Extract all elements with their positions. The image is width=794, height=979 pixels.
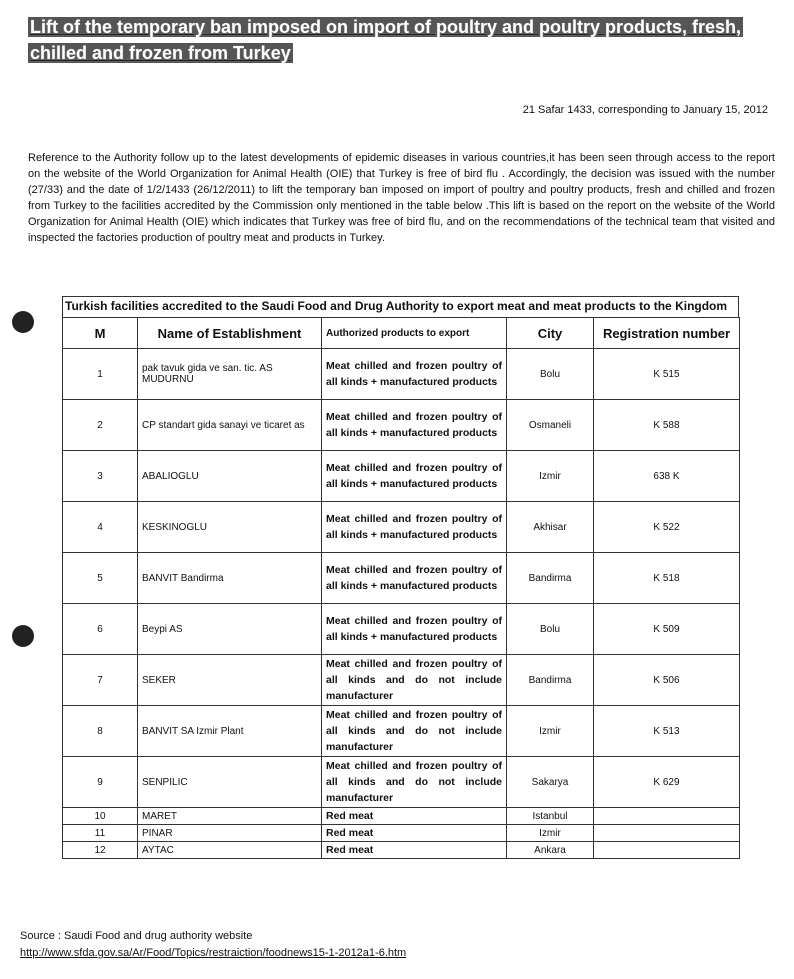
cell-products: Meat chilled and frozen poultry of all kinds and do not include manufacturer [322,757,507,808]
cell-name: SENPILIC [138,757,322,808]
cell-reg: K 515 [594,349,740,400]
punch-hole [12,311,34,333]
cell-m: 12 [63,842,138,859]
cell-products: Meat chilled and frozen poultry of all kinds + manufactured products [322,451,507,502]
cell-city: Bandirma [507,655,594,706]
table-row [63,842,740,859]
cell-reg: K 522 [594,502,740,553]
cell-products: Meat chilled and frozen poultry of all kinds and do not include manufacturer [322,655,507,706]
cell-m: 1 [63,349,138,400]
cell-m: 11 [63,825,138,842]
cell-m: 5 [63,553,138,604]
cell-city: Ankara [507,842,594,859]
header-products: Authorized products to export [322,318,507,349]
table-row [63,502,740,553]
cell-products: Meat chilled and frozen poultry of all kinds and do not include manufacturer [322,706,507,757]
table-caption: Turkish facilities accredited to the Saudi Food and Drug Authority to export meat and meat products to the Kingdom [62,296,739,317]
cell-name: CP standart gida sanayi ve ticaret as [138,400,322,451]
cell-products: Meat chilled and frozen poultry of all kinds + manufactured products [322,502,507,553]
cell-city: Bolu [507,349,594,400]
cell-m: 6 [63,604,138,655]
cell-products: Red meat [322,825,507,842]
cell-reg: K 509 [594,604,740,655]
cell-city: Bolu [507,604,594,655]
table-row [63,757,740,808]
cell-products: Meat chilled and frozen poultry of all kinds + manufactured products [322,604,507,655]
cell-name: BANVIT Bandirma [138,553,322,604]
table-row [63,604,740,655]
table-row [63,655,740,706]
table-row [63,349,740,400]
source-label: Source : Saudi Food and drug authority website [20,930,253,942]
cell-reg: 638 K [594,451,740,502]
cell-name: AYTAC [138,842,322,859]
cell-city: Izmir [507,825,594,842]
cell-name: pak tavuk gida ve san. tic. AS MUDURNU [138,349,322,400]
cell-name: SEKER [138,655,322,706]
header-reg: Registration number [594,318,740,349]
cell-reg [594,842,740,859]
source-note [20,928,406,962]
cell-city: Izmir [507,706,594,757]
intro-paragraph: Reference to the Authority follow up to the latest developments of epidemic diseases in various countries,it has been seen through access to the report on the website of the World Organization for Animal Health (OIE) that Turkey is free of bird flu . Accordingly, the decision was issued with the number (27/33) and the date of 1/2/1433 (26/12/2011) to lift the temporary ban imposed on import of poultry and poultry products, fresh and chilled and frozen from Turkey to the facilities accredited by the Commission only mentioned in the table below .This lift is based on the report on the website of the World Organization for Animal Health (OIE) which indicates that Turkey was free of bird flu, and on the recommendations of the technical team that visited and inspected the factories production of poultry meat and products in Turkey. [28,152,775,244]
cell-products: Meat chilled and frozen poultry of all kinds + manufactured products [322,400,507,451]
cell-reg: K 629 [594,757,740,808]
cell-m: 7 [63,655,138,706]
cell-products: Red meat [322,842,507,859]
cell-reg: K 518 [594,553,740,604]
cell-reg [594,808,740,825]
cell-products: Meat chilled and frozen poultry of all kinds + manufactured products [322,553,507,604]
cell-reg [594,825,740,842]
cell-reg: K 513 [594,706,740,757]
cell-city: Izmir [507,451,594,502]
cell-name: BANVIT SA Izmir Plant [138,706,322,757]
cell-city: Istanbul [507,808,594,825]
table-row [63,808,740,825]
cell-m: 10 [63,808,138,825]
cell-city: Sakarya [507,757,594,808]
source-link[interactable]: http://www.sfda.gov.sa/Ar/Food/Topics/restraiction/foodnews15-1-2012a1-6.htm [20,947,407,959]
header-m: M [63,318,138,349]
table-row [63,553,740,604]
page-title: Lift of the temporary ban imposed on import of poultry and poultry products, fresh, chilled and frozen from Turkey [30,17,742,63]
cell-name: Beypi AS [138,604,322,655]
header-name: Name of Establishment [138,318,322,349]
facilities-table [62,317,740,859]
cell-name: ABALIOGLU [138,451,322,502]
punch-hole [12,625,34,647]
cell-city: Bandirma [507,553,594,604]
cell-name: PINAR [138,825,322,842]
cell-m: 8 [63,706,138,757]
cell-m: 3 [63,451,138,502]
table-row [63,706,740,757]
table-header-row [63,318,740,349]
table-row [63,825,740,842]
cell-name: MARET [138,808,322,825]
cell-reg: K 506 [594,655,740,706]
cell-m: 4 [63,502,138,553]
cell-products: Meat chilled and frozen poultry of all kinds + manufactured products [322,349,507,400]
table-row [63,400,740,451]
header-city: City [507,318,594,349]
cell-m: 9 [63,757,138,808]
cell-products: Red meat [322,808,507,825]
cell-city: Osmaneli [507,400,594,451]
cell-reg: K 588 [594,400,740,451]
table-row [63,451,740,502]
cell-m: 2 [63,400,138,451]
cell-city: Akhisar [507,502,594,553]
cell-name: KESKINOGLU [138,502,322,553]
date-line: 21 Safar 1433, corresponding to January 15, 2012 [522,104,768,116]
facilities-table-block [62,296,739,859]
